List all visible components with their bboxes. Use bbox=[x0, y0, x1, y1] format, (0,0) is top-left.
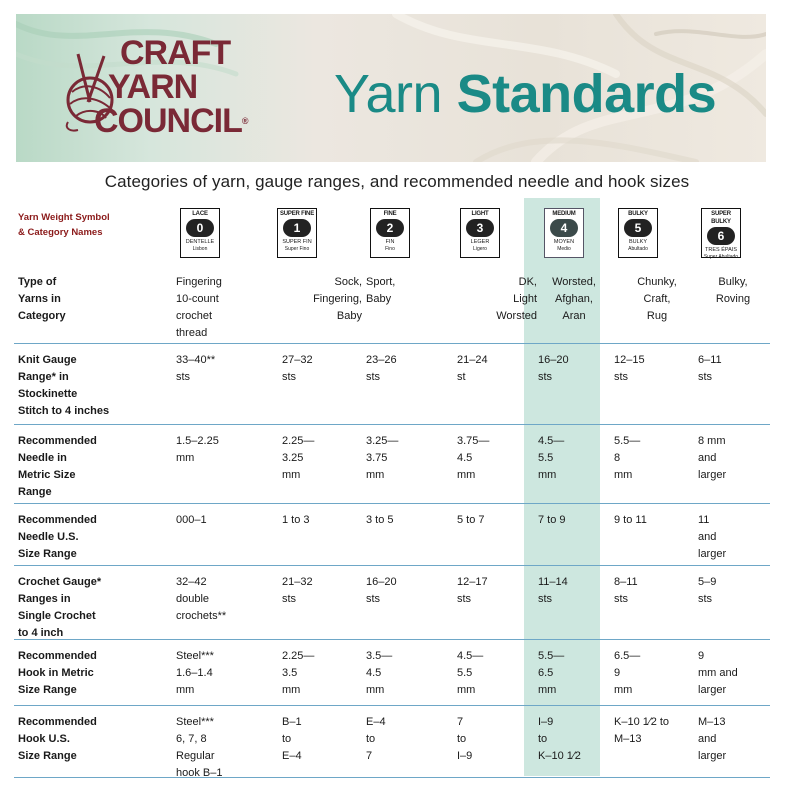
table-cell: 12–15 sts bbox=[614, 354, 645, 383]
symbol-top: SUPER FINE bbox=[279, 211, 314, 217]
table-cell: Steel*** 6, 7, 8 Regular hook B–1 bbox=[176, 716, 223, 779]
symbol-top: LIGHT bbox=[471, 211, 489, 217]
table-cell: Worsted, Afghan, Aran bbox=[552, 276, 596, 322]
weight-symbol-medium bbox=[544, 208, 584, 258]
table-cell: 12–17 sts bbox=[457, 576, 488, 605]
table-cell: 3 to 5 bbox=[366, 514, 394, 526]
table-row-hook-us bbox=[14, 706, 770, 778]
row-label: Type of Yarns in Category bbox=[18, 276, 66, 322]
table-cell: 4.5— 5.5 mm bbox=[457, 650, 484, 696]
table-cell: 33–40** sts bbox=[176, 354, 216, 383]
symbol-s2: Super Abultado bbox=[703, 254, 739, 260]
symbol-s2: Fino bbox=[385, 246, 395, 252]
table-cell: 9 to 11 bbox=[614, 514, 647, 526]
table-cell: Chunky, Craft, Rug bbox=[637, 276, 677, 322]
row-label: Recommended Needle U.S. Size Range bbox=[18, 514, 97, 560]
symbol-s2: Super Fino bbox=[284, 246, 310, 252]
table-cell: 2.25— 3.25 mm bbox=[282, 435, 315, 481]
table-cell: 2.25— 3.5 mm bbox=[282, 650, 315, 696]
symbol-s1: BULKY bbox=[628, 239, 648, 245]
header-label: Yarn Weight Symbol & Category Names bbox=[18, 212, 110, 238]
logo-text-craft: CRAFT bbox=[120, 34, 231, 72]
registered-mark: ® bbox=[241, 116, 249, 126]
table-cell: 3.75— 4.5 mm bbox=[457, 435, 490, 481]
weight-symbol-light bbox=[460, 208, 500, 258]
weight-symbol-fine bbox=[370, 208, 410, 258]
symbol-s1: TRES ÉPAIS bbox=[705, 247, 737, 253]
symbol-top: SUPER BULKY bbox=[711, 211, 731, 225]
table-cell: 7 to 9 bbox=[538, 514, 566, 526]
page-title bbox=[334, 64, 716, 124]
table-row-hook-metric bbox=[14, 640, 770, 706]
table-row-needle-metric bbox=[14, 425, 770, 504]
table-cell: 6–11 sts bbox=[698, 354, 722, 383]
symbol-top: LACE bbox=[192, 211, 208, 217]
symbol-s1: LEGER bbox=[470, 239, 490, 245]
table-cell: 11–14 sts bbox=[538, 576, 568, 605]
logo-text-yarn: YARN bbox=[108, 68, 198, 106]
table-cell: 5.5— 8 mm bbox=[614, 435, 641, 481]
table-cell: Steel*** 1.6–1.4 mm bbox=[176, 650, 214, 696]
table-cell: 23–26 sts bbox=[366, 354, 397, 383]
row-label: Crochet Gauge* Ranges in Single Crochet to 4 inch bbox=[18, 576, 102, 639]
table-cell: Sock, Fingering, Baby bbox=[313, 276, 362, 322]
table-row-type-of-yarns bbox=[14, 266, 770, 344]
table-row-knit-gauge bbox=[14, 344, 770, 425]
table-cell: 6.5— 9 mm bbox=[614, 650, 641, 696]
table-cell: 3.5— 4.5 mm bbox=[366, 650, 393, 696]
row-label: Recommended Hook U.S. Size Range bbox=[18, 716, 97, 762]
table-cell: 7 to I–9 bbox=[457, 716, 473, 762]
row-label: Knit Gauge Range* in Stockinette Stitch to 4 inches bbox=[18, 354, 110, 417]
symbol-num: 6 bbox=[707, 227, 735, 245]
table-cell: 5 to 7 bbox=[457, 514, 485, 526]
weight-symbol-super-bulky bbox=[701, 208, 741, 258]
weight-symbol-lace bbox=[180, 208, 220, 258]
table-cell: 5.5— 6.5 mm bbox=[538, 650, 565, 696]
symbol-s1: DENTELLE bbox=[185, 239, 215, 245]
symbol-num: 0 bbox=[186, 219, 214, 237]
title-part-yarn: Yarn bbox=[334, 64, 457, 124]
yarn-standards-table bbox=[14, 198, 770, 778]
table-cell: 27–32 sts bbox=[282, 354, 313, 383]
table-cell: B–1 to E–4 bbox=[282, 716, 302, 762]
table-cell: 1.5–2.25 mm bbox=[176, 435, 219, 464]
symbol-num: 2 bbox=[376, 219, 404, 237]
table-cell: 9 mm and larger bbox=[698, 650, 738, 696]
table-cell: 000–1 bbox=[176, 514, 207, 526]
title-part-standards: Standards bbox=[456, 64, 717, 124]
symbol-top: BULKY bbox=[628, 211, 648, 217]
table-cell: 11 and larger bbox=[698, 514, 727, 560]
table-cell: 32–42 double crochets** bbox=[176, 576, 227, 622]
table-cell: 1 to 3 bbox=[282, 514, 310, 526]
table-cell: Sport, Baby bbox=[366, 276, 396, 305]
symbol-top: FINE bbox=[383, 211, 397, 217]
craft-yarn-council-logo bbox=[60, 36, 260, 146]
symbol-top: MEDIUM bbox=[552, 211, 576, 217]
table-cell: Bulky, Roving bbox=[715, 276, 751, 305]
symbol-num: 3 bbox=[466, 219, 494, 237]
table-cell: E–4 to 7 bbox=[366, 716, 386, 762]
symbol-s2: Abultado bbox=[628, 246, 648, 252]
symbol-s1: FIN bbox=[385, 239, 395, 245]
symbol-s1: SUPER FIN bbox=[282, 239, 312, 245]
table-cell: Fingering 10-count crochet thread bbox=[176, 276, 222, 339]
table-cell: I–9 to K–10 1⁄2 bbox=[538, 716, 581, 762]
table-cell: K–10 1⁄2 to M–13 bbox=[614, 716, 670, 745]
logo-text-council: COUNCIL® bbox=[94, 102, 249, 140]
table-cell: 4.5— 5.5 mm bbox=[538, 435, 565, 481]
table-cell: 16–20 sts bbox=[538, 354, 569, 383]
row-label: Recommended Hook in Metric Size Range bbox=[18, 650, 97, 696]
symbol-s1: MOYEN bbox=[553, 239, 575, 245]
table-row-crochet-gauge bbox=[14, 566, 770, 640]
symbol-num: 1 bbox=[283, 219, 311, 237]
table-cell: 3.25— 3.75 mm bbox=[366, 435, 399, 481]
weight-symbol-super-fine bbox=[277, 208, 317, 258]
table-cell: DK, Light Worsted bbox=[496, 276, 537, 322]
table-cell: 21–24 st bbox=[457, 354, 488, 383]
table-cell: 8 mm and larger bbox=[698, 435, 727, 481]
weight-symbol-bulky bbox=[618, 208, 658, 258]
header-banner bbox=[16, 14, 766, 162]
table-cell: 16–20 sts bbox=[366, 576, 397, 605]
table-header-row bbox=[14, 198, 770, 266]
table-cell: M–13 and larger bbox=[698, 716, 727, 762]
table-cell: 21–32 sts bbox=[282, 576, 313, 605]
page-subtitle: Categories of yarn, gauge ranges, and recommended needle and hook sizes bbox=[104, 172, 690, 191]
symbol-num: 4 bbox=[550, 219, 578, 237]
table-row-needle-us bbox=[14, 504, 770, 566]
symbol-s2: Lisbon bbox=[192, 246, 208, 252]
table-cell: 5–9 sts bbox=[698, 576, 717, 605]
symbol-s2: Medio bbox=[557, 246, 571, 252]
symbol-num: 5 bbox=[624, 219, 652, 237]
symbol-s2: Ligero bbox=[473, 246, 487, 252]
row-label: Recommended Needle in Metric Size Range bbox=[18, 435, 97, 498]
table-cell: 8–11 sts bbox=[614, 576, 638, 605]
